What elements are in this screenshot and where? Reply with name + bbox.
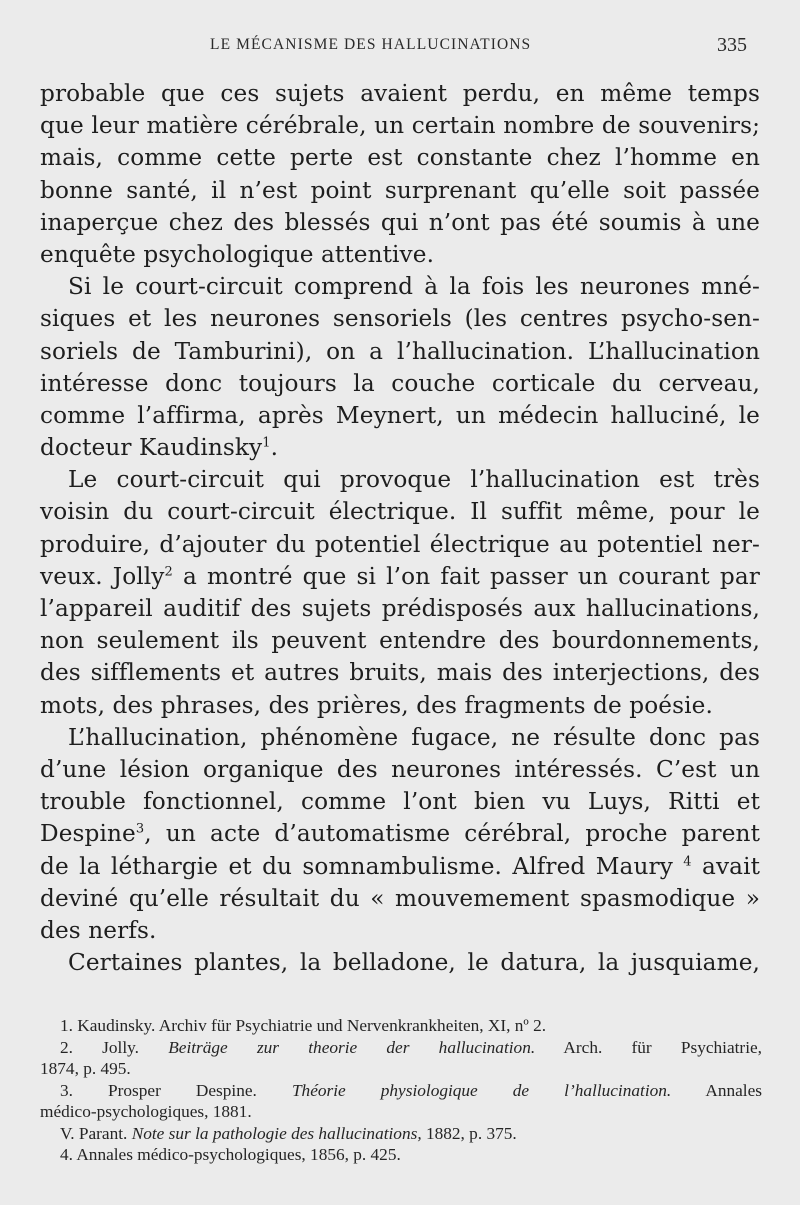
footnote-text: 1882, p. 375. bbox=[425, 1123, 517, 1143]
text-line: bonne santé, il n’est point surprenant qu’elle soit passée bbox=[40, 176, 760, 204]
text-line: que leur matière cérébrale, un certain nombre de souvenirs; bbox=[40, 112, 760, 140]
footnote-title: Note sur la pathologie des hallucinations, bbox=[131, 1123, 422, 1143]
footnote-2-cont: 1874, p. 495. bbox=[40, 1059, 131, 1078]
text-fragment: , un acte d’automatisme cérébral, proche parent bbox=[144, 820, 760, 848]
text-line-with-ref bbox=[40, 432, 760, 464]
text-line: d’une lésion organique des neurones intéressés. C’est un bbox=[40, 755, 760, 783]
footnote-4: 4. Annales médico-psychologiques, 1856, p. 425. bbox=[60, 1145, 401, 1164]
text-line-with-ref bbox=[40, 851, 760, 883]
text-line-with-ref bbox=[40, 561, 760, 593]
text-line: produire, d’ajouter du potentiel électrique au potentiel ner- bbox=[40, 530, 760, 558]
footnote-text: V. Parant. bbox=[60, 1123, 128, 1143]
footnotes bbox=[40, 1015, 762, 1166]
footnote-text: Annales bbox=[705, 1080, 762, 1100]
text-fragment: a montré que si l’on fait passer un courant par bbox=[182, 562, 760, 590]
footnote-text: 3. Prosper Despine. bbox=[60, 1080, 257, 1100]
text-line: l’appareil auditif des sujets prédisposés aux hallucinations, bbox=[40, 595, 760, 622]
footnote-ref: 3 bbox=[135, 821, 145, 837]
footnote-ref: 1 bbox=[262, 435, 271, 451]
text-fragment: de la léthargie et du somnambulisme. Alfred Maury bbox=[40, 852, 673, 880]
footnote-title: Beiträge zur theorie der hallucination. bbox=[168, 1037, 536, 1057]
footnote-1: 1. Kaudinsky. Archiv für Psychiatrie und Nervenkrankheiten, XI, nº 2. bbox=[60, 1016, 547, 1035]
running-title: LE MÉCANISME DES HALLUCINATIONS bbox=[210, 36, 532, 53]
text-line: des sifflements et autres bruits, mais des interjections, des bbox=[40, 659, 760, 687]
text-line: enquête psychologique attentive. bbox=[40, 240, 435, 268]
footnote-title: Théorie physiologique de l’hallucination. bbox=[291, 1080, 672, 1100]
text-line: L’hallucination, phénomène fugace, ne résulte donc pas bbox=[68, 723, 760, 751]
text-line: trouble fonctionnel, comme l’ont bien vu Luys, Ritti et bbox=[40, 788, 760, 816]
text-fragment: avait bbox=[702, 852, 760, 880]
footnote-3b bbox=[40, 1123, 762, 1145]
footnote-ref: 4 bbox=[683, 853, 692, 869]
text-line: intéresse donc toujours la couche corticale du cerveau, bbox=[40, 369, 760, 397]
text-line: deviné qu’elle résultait du « mouvemement spasmodique » bbox=[40, 884, 760, 912]
text-line: des nerfs. bbox=[40, 916, 157, 944]
body-text bbox=[40, 78, 760, 979]
footnote-3-cont: médico-psychologiques, 1881. bbox=[40, 1102, 252, 1121]
text-line: non seulement ils peuvent entendre des bourdonnements, bbox=[40, 627, 760, 655]
page-number: 335 bbox=[717, 34, 747, 56]
text-fragment: docteur Kaudinsky bbox=[40, 434, 263, 462]
text-line: siques et les neurones sensoriels (les centres psycho-sen- bbox=[40, 305, 760, 333]
text-line: soriels de Tamburini), on a l’hallucination. L’hallucination bbox=[40, 337, 760, 365]
page-header bbox=[0, 34, 800, 62]
footnote-text: 2. Jolly. bbox=[60, 1037, 139, 1057]
footnote-2 bbox=[40, 1037, 762, 1059]
text-line: probable que ces sujets avaient perdu, en même temps bbox=[40, 80, 760, 107]
footnote-3 bbox=[40, 1080, 762, 1102]
text-line: Si le court-circuit comprend à la fois les neurones mné- bbox=[68, 273, 760, 301]
footnote-text: Arch. für Psychiatrie, bbox=[563, 1037, 762, 1057]
text-line: Le court-circuit qui provoque l’hallucination est très bbox=[68, 466, 760, 494]
text-fragment: Despine bbox=[40, 820, 136, 848]
text-line: comme l’affirma, après Meynert, un médecin halluciné, le bbox=[40, 401, 760, 429]
text-fragment: . bbox=[270, 434, 279, 462]
text-line: mots, des phrases, des prières, des fragments de poésie. bbox=[40, 691, 713, 719]
text-line-with-ref bbox=[40, 818, 760, 850]
text-line: Certaines plantes, la belladone, le datura, la jusquiame, bbox=[68, 949, 760, 977]
text-line: mais, comme cette perte est constante chez l’homme en bbox=[40, 144, 760, 172]
text-line: voisin du court-circuit électrique. Il suffit même, pour le bbox=[40, 498, 760, 526]
text-fragment: veux. Jolly bbox=[40, 562, 165, 590]
footnote-ref: 2 bbox=[164, 564, 173, 580]
text-line: inaperçue chez des blessés qui n’ont pas été soumis à une bbox=[40, 208, 760, 236]
